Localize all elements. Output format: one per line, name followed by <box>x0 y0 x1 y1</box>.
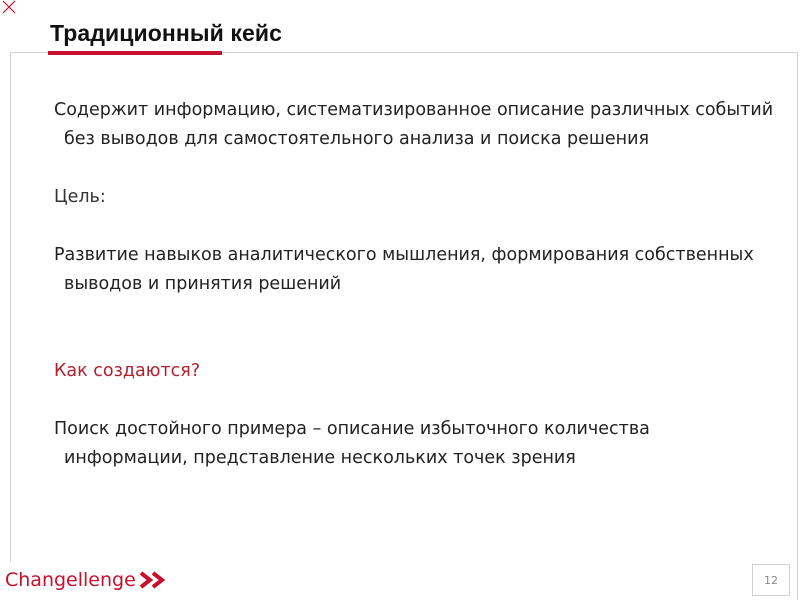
brand-logo <box>5 569 168 591</box>
goal-text: Развитие навыков аналитического мышления, формирования собственных выводов и принятия решений <box>54 245 754 294</box>
description-text: Содержит информацию, систематизированное описание различных событий без выводов для самостоятельного анализа и поиска решения <box>54 100 774 149</box>
slide-title: Традиционный кейс <box>50 20 282 46</box>
double-chevron-right-icon <box>138 570 168 590</box>
frame-left-line <box>10 52 11 562</box>
page-number: 12 <box>764 573 778 587</box>
title-underline <box>48 51 222 55</box>
corner-x-icon <box>2 0 16 14</box>
creation-heading: Как создаются? <box>54 361 201 381</box>
brand-name: Changellenge <box>5 569 136 591</box>
goal-heading: Цель: <box>54 187 106 207</box>
page-number-box <box>752 564 790 596</box>
frame-right-line <box>797 52 798 600</box>
slide-content <box>54 96 774 473</box>
creation-text: Поиск достойного примера – описание избыточного количества информации, представление нескольких точек зрения <box>54 419 650 468</box>
